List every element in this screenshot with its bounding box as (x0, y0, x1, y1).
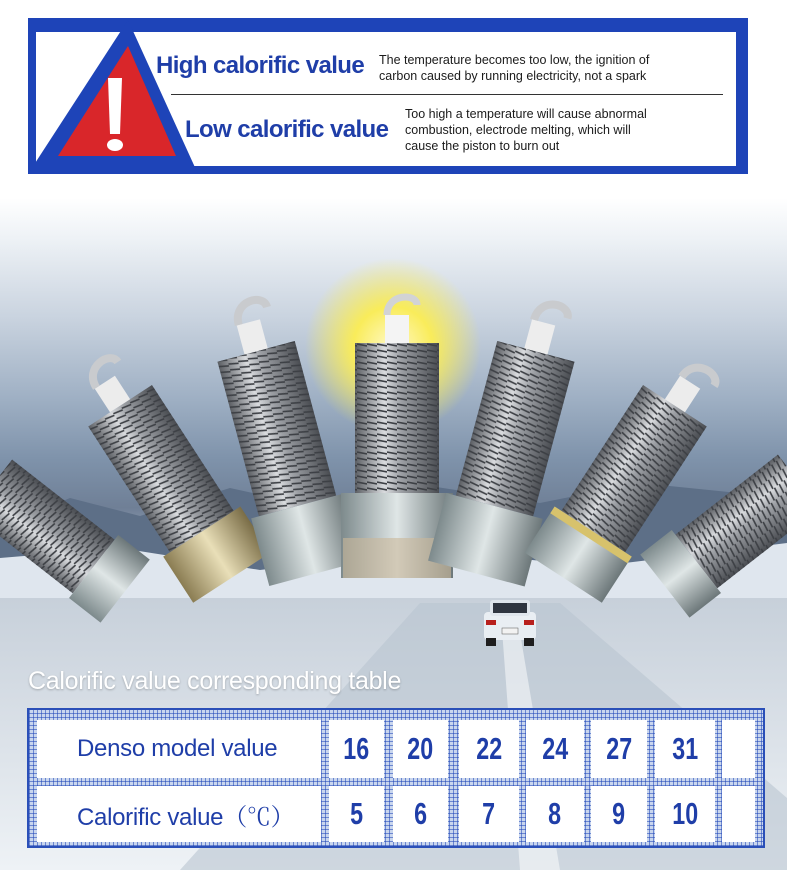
calorific-value-table (27, 708, 765, 848)
table-title: Calorific value corresponding table (28, 667, 402, 695)
low-desc-line: cause the piston to burn out (405, 139, 560, 153)
warning-banner (28, 18, 748, 174)
warning-triangle-icon (28, 18, 228, 174)
model-value: 16 (343, 731, 370, 766)
table-cell (459, 786, 519, 842)
calorific-value: 10 (672, 796, 698, 831)
table-cell (722, 786, 755, 842)
calorific-value: 8 (548, 796, 562, 831)
high-desc-line: carbon caused by running electricity, not a spark (379, 69, 647, 83)
model-value: 27 (606, 731, 632, 766)
table-cell (591, 786, 647, 842)
high-calorific-description (379, 52, 719, 84)
table-cell (526, 720, 584, 778)
table-cell (722, 720, 755, 778)
low-desc-line: Too high a temperature will cause abnormal (405, 107, 647, 121)
table-cell (393, 720, 448, 778)
table-cell (329, 720, 384, 778)
table-cell (329, 786, 384, 842)
high-calorific-title: High calorific value (156, 52, 365, 79)
table-cell (459, 720, 519, 778)
calorific-value: 7 (482, 796, 496, 831)
model-value: 24 (542, 731, 568, 766)
row-label-calorific-value: Calorific value（℃） (37, 786, 321, 842)
table-cell (655, 786, 715, 842)
table-cell (526, 786, 584, 842)
high-desc-line: The temperature becomes too low, the ignition of (379, 53, 650, 67)
model-value: 22 (476, 731, 502, 766)
row-label-denso-model: Denso model value (37, 720, 321, 778)
low-calorific-description (405, 106, 715, 154)
low-desc-line: combustion, electrode melting, which will (405, 123, 631, 137)
table-cell (393, 786, 448, 842)
model-value: 31 (672, 731, 698, 766)
calorific-value: 5 (350, 796, 363, 831)
banner-divider (171, 94, 723, 95)
calorific-value: 9 (612, 796, 626, 831)
low-calorific-title: Low calorific value (185, 116, 389, 143)
calorific-value: 6 (414, 796, 427, 831)
table-cell (655, 720, 715, 778)
model-value: 20 (407, 731, 434, 766)
table-cell (591, 720, 647, 778)
